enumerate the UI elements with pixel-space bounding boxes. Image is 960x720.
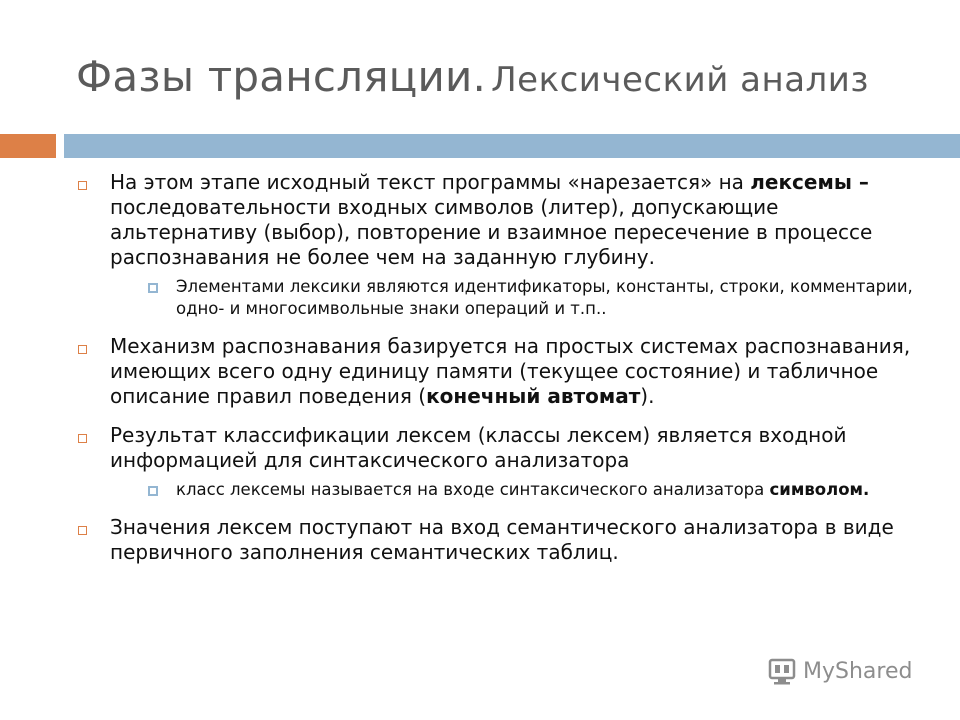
bullet-3-pre: Результат классификации лексем (классы лексем) является входной информацией для синтаксического анализатора <box>110 423 847 472</box>
bullet-1-pre: На этом этапе исходный текст программы «нарезается» на <box>110 170 751 194</box>
bullet-text-3 <box>110 423 916 473</box>
bullet-2-pre: Механизм распознавания базируется на простых системах распознавания, имеющих всего одну единицу памяти (текущее состояние) и табличное описание правил поведения ( <box>110 334 911 408</box>
square-bullet-icon <box>78 181 87 190</box>
sub-bullet-text-3 <box>176 479 916 501</box>
bullet-2-bold: конечный автомат <box>426 384 641 408</box>
sub-square-bullet-icon <box>148 486 158 496</box>
bullet-item-2 <box>76 334 916 409</box>
bullet-1-bold: лексемы – <box>750 170 869 194</box>
bullet-item-4 <box>76 515 916 565</box>
bullet-list <box>76 170 916 579</box>
title-sub: Лексический анализ <box>491 60 869 100</box>
title-main: Фазы трансляции. <box>76 52 486 101</box>
sub-square-bullet-icon <box>148 283 158 293</box>
square-bullet-icon <box>78 526 87 535</box>
sub-bullet-3-pre: класс лексемы называется на входе синтаксического анализатора <box>176 480 770 499</box>
bullet-item-1 <box>76 170 916 320</box>
slide-title <box>76 52 936 101</box>
square-bullet-icon <box>78 434 87 443</box>
bullet-2-post: ). <box>640 384 655 408</box>
bullet-1-post: последовательности входных символов (литер), допускающие альтернативу (выбор), повторение и взаимное пересечение в процессе распознавания не более чем на заданную глубину. <box>110 195 873 269</box>
bullet-text-2 <box>110 334 916 409</box>
header-bar <box>64 134 960 158</box>
accent-bar <box>0 134 56 158</box>
bullet-text-1 <box>110 170 916 270</box>
sub-bullet-3-bold: символом. <box>769 480 870 499</box>
watermark-text: MyShared <box>803 658 913 684</box>
sub-bullet-1-pre: Элементами лексики являются идентификаторы, константы, строки, комментарии, одно- и многосимвольные знаки операций и т.п.. <box>176 277 913 318</box>
sub-bullet-3 <box>110 479 916 501</box>
bullet-text-4 <box>110 515 916 565</box>
sub-bullet-text-1 <box>176 276 916 320</box>
sub-bullet-1 <box>110 276 916 320</box>
myshared-logo-icon <box>767 656 797 686</box>
bullet-4-pre: Значения лексем поступают на вход семантического анализатора в виде первичного заполнения семантических таблиц. <box>110 515 894 564</box>
square-bullet-icon <box>78 345 87 354</box>
bullet-item-3 <box>76 423 916 501</box>
watermark <box>767 656 912 686</box>
